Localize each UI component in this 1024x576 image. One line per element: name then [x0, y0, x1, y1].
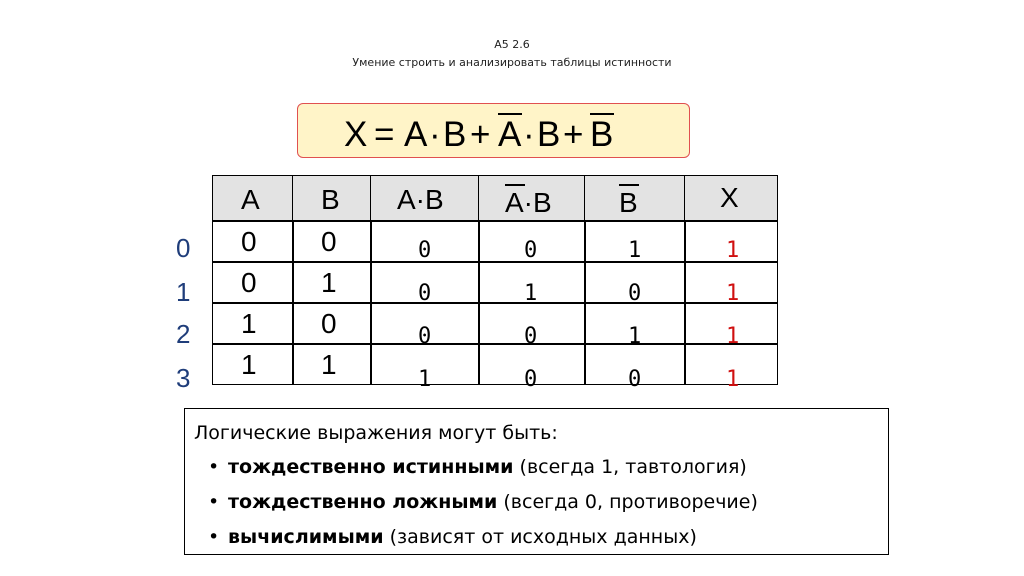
value-nb-1: 0: [628, 281, 642, 306]
row-number-2: 2: [176, 319, 191, 349]
bullet-icon: •: [208, 491, 220, 513]
formula-not-bar-a: [498, 113, 522, 115]
header-not-bar-b: [619, 184, 639, 186]
table-cell-b-1: 1: [292, 261, 372, 304]
value-nab-2: 0: [524, 324, 538, 349]
table-cell-a-1: 0: [212, 261, 294, 304]
value-x-1: 1: [726, 281, 740, 306]
table-header-not-b: B: [584, 175, 686, 222]
formula-dot2: ·: [523, 115, 535, 154]
value-nb-0: 1: [628, 238, 642, 263]
table-cell-a-0: 0: [212, 220, 294, 263]
value-nb-3: 0: [628, 367, 642, 392]
formula-a1: A: [404, 115, 428, 154]
formula-a2: A: [498, 115, 522, 154]
header-not-bar-a: [505, 184, 525, 186]
slide-code: А5 2.6: [494, 38, 530, 51]
notes-item: [208, 491, 758, 513]
table-header-a: A: [212, 175, 294, 222]
notes-item: [208, 526, 697, 548]
table-cell-b-3: 1: [292, 343, 372, 385]
table-header-ab: A·B: [370, 175, 480, 222]
row-number-1: 1: [176, 277, 191, 307]
value-ab-3: 1: [418, 367, 432, 392]
value-ab-1: 0: [418, 281, 432, 306]
formula-eq: =: [374, 115, 395, 154]
value-nab-3: 0: [524, 367, 538, 392]
formula-x: X: [344, 115, 368, 154]
value-ab-0: 0: [418, 238, 432, 263]
table-cell-b-0: 0: [292, 220, 372, 263]
table-cell-b-2: 0: [292, 302, 372, 345]
value-nab-0: 0: [524, 238, 538, 263]
formula-plus1: +: [470, 115, 491, 154]
value-x-2: 1: [726, 324, 740, 349]
formula-box: [297, 103, 690, 158]
notes-item-rest: (всегда 1, тавтология): [513, 456, 747, 478]
row-number-3: 3: [176, 363, 191, 393]
value-nb-2: 1: [628, 324, 642, 349]
value-nab-1: 1: [524, 281, 538, 306]
formula-plus2: +: [563, 115, 584, 154]
value-x-0: 1: [726, 238, 740, 263]
formula-not-bar-b: [590, 113, 614, 115]
table-header-x: X: [684, 175, 778, 222]
table-cell-a-2: 1: [212, 302, 294, 345]
notes-item-rest: (всегда 0, противоречие): [497, 491, 758, 513]
bullet-icon: •: [208, 526, 220, 548]
value-x-3: 1: [726, 367, 740, 392]
notes-item-rest: (зависят от исходных данных): [383, 526, 697, 548]
value-ab-2: 0: [418, 324, 432, 349]
formula-b3: B: [590, 115, 614, 154]
row-number-0: 0: [176, 233, 191, 263]
notes-item-bold: тождественно ложными: [228, 491, 498, 513]
table-cell-a-3: 1: [212, 343, 294, 385]
notes-box: [184, 408, 889, 555]
formula-dot1: ·: [429, 115, 441, 154]
notes-item-bold: вычислимыми: [228, 526, 384, 548]
notes-item-bold: тождественно истинными: [228, 456, 514, 478]
notes-item: [208, 456, 747, 478]
formula-b2: B: [537, 115, 561, 154]
slide-title: Умение строить и анализировать таблицы истинности: [352, 56, 672, 69]
table-header-b: B: [292, 175, 372, 222]
bullet-icon: •: [208, 456, 220, 478]
table-header-not-a-b: A·B: [478, 175, 586, 222]
formula-b1: B: [443, 115, 467, 154]
notes-title: Логические выражения могут быть:: [194, 422, 558, 444]
